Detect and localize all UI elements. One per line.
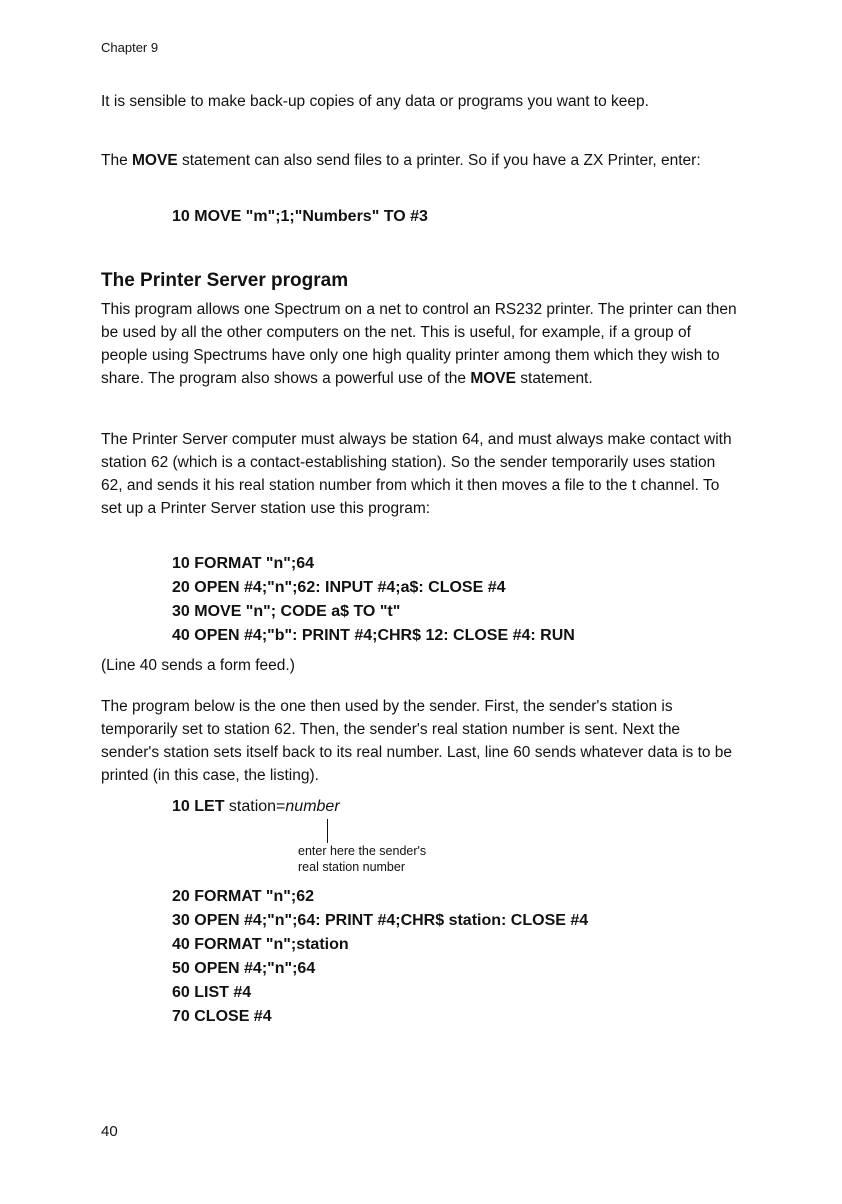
move-paragraph-text-before: The <box>101 152 133 169</box>
code-station-token: station= <box>228 798 286 815</box>
code-line: 30 OPEN #4;"n";64: PRINT #4;CHR$ station: CLOSE #4 <box>172 912 589 929</box>
section-heading: The Printer Server program <box>101 270 349 291</box>
annotation-line: enter here the sender's <box>298 844 427 858</box>
program-paragraph-text-before: This program allows one Spectrum on a net to control an RS232 printer. The printer can then be used by all the other computers on the net. This is useful, for example, if a group of people using Spectrums have only one high quality printer among them which they wish to share. The program also shows a powerful use of the <box>101 301 737 387</box>
annotation-line: real station number <box>298 860 406 874</box>
line40-note: (Line 40 sends a form feed.) <box>101 657 295 674</box>
move-keyword: MOVE <box>470 370 516 387</box>
server-paragraph: The Printer Server computer must always be station 64, and must always make contact with station 62 (which is a contact-establishing station). So the sender temporarily uses station 62, and sends it his real station number from which it then moves a file to the t channel. To set up a Printer Server station use this program: <box>101 431 732 517</box>
code-line: 30 MOVE "n"; CODE a$ TO "t" <box>172 603 401 620</box>
code-line <box>172 795 340 819</box>
move-keyword: MOVE <box>132 152 178 169</box>
code-server-program <box>172 552 575 648</box>
code-line: 10 FORMAT "n";64 <box>172 555 314 572</box>
code-line: 50 OPEN #4;"n";64 <box>172 960 316 977</box>
code-line: 20 FORMAT "n";62 <box>172 888 314 905</box>
code-line: 20 OPEN #4;"n";62: INPUT #4;a$: CLOSE #4 <box>172 579 506 596</box>
code-line: 40 FORMAT "n";station <box>172 936 349 953</box>
annotation-pointer-line <box>327 819 328 843</box>
code-line: 70 CLOSE #4 <box>172 1008 272 1025</box>
code-sender-first-line <box>172 795 340 819</box>
code-move-example <box>172 205 428 229</box>
program-paragraph-text-after: statement. <box>516 370 593 387</box>
code-line: 60 LIST #4 <box>172 984 252 1001</box>
annotation-note <box>298 843 426 875</box>
code-keyword: 10 LET <box>172 798 229 815</box>
move-paragraph <box>101 149 741 172</box>
program-paragraph <box>101 298 741 390</box>
code-line: 40 OPEN #4;"b": PRINT #4;CHR$ 12: CLOSE #4: RUN <box>172 627 575 644</box>
chapter-header: Chapter 9 <box>101 40 159 55</box>
backup-paragraph: It is sensible to make back-up copies of any data or programs you want to keep. <box>101 93 649 110</box>
code-sender-program <box>172 885 588 1029</box>
sender-paragraph: The program below is the one then used by the sender. First, the sender's station is temporarily set to station 62. Then, the sender's real station number is sent. Next the sender's station sets itself back to its real number. Last, line 60 sends whatever data is to be printed (in this case, the listing). <box>101 698 733 784</box>
move-paragraph-text-after: statement can also send files to a printer. So if you have a ZX Printer, enter: <box>177 152 701 169</box>
code-variable-number: number <box>285 798 340 815</box>
code-line: 10 MOVE "m";1;"Numbers" TO #3 <box>172 208 428 225</box>
page-number: 40 <box>101 1123 118 1140</box>
